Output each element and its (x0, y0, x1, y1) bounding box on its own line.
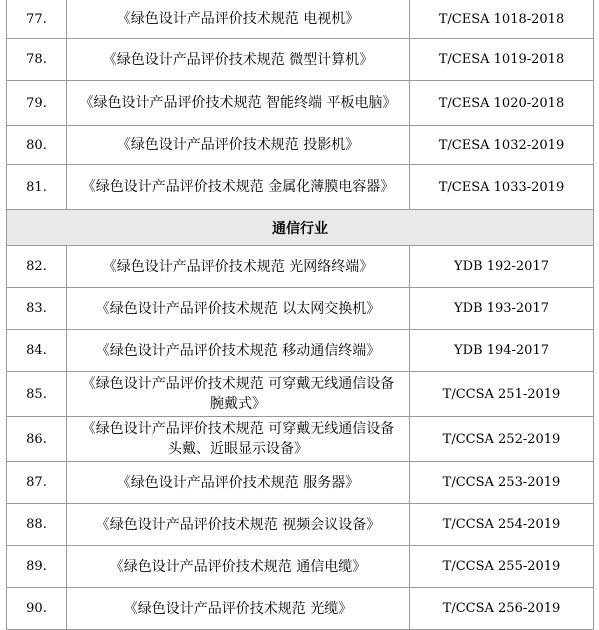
row-number: 82. (7, 246, 67, 288)
table-row (7, 246, 594, 288)
table-row (7, 417, 594, 462)
table-row (7, 165, 594, 210)
standard-code: T/CESA 1019-2018 (410, 39, 594, 81)
row-number: 78. (7, 39, 67, 81)
standard-code: T/CESA 1020-2018 (410, 81, 594, 126)
row-number: 85. (7, 372, 67, 417)
standard-name: 《绿色设计产品评价技术规范 金属化薄膜电容器》 (67, 165, 410, 210)
standard-code: T/CESA 1032-2019 (410, 126, 594, 165)
standard-code: YDB 194-2017 (410, 330, 594, 372)
standard-code: T/CESA 1033-2019 (410, 165, 594, 210)
standard-name: 《绿色设计产品评价技术规范 微型计算机》 (67, 39, 410, 81)
standard-name: 《绿色设计产品评价技术规范 智能终端 平板电脑》 (67, 81, 410, 126)
row-number: 80. (7, 126, 67, 165)
row-number: 84. (7, 330, 67, 372)
standard-name: 《绿色设计产品评价技术规范 可穿戴无线通信设备 头戴、近眼显示设备》 (67, 417, 410, 462)
row-number: 87. (7, 462, 67, 504)
standard-code: T/CCSA 251-2019 (410, 372, 594, 417)
standard-name: 《绿色设计产品评价技术规范 以太网交换机》 (67, 288, 410, 330)
table-row (7, 372, 594, 417)
table-row (7, 81, 594, 126)
row-number: 90. (7, 588, 67, 630)
table-row (7, 462, 594, 504)
standard-name: 《绿色设计产品评价技术规范 可穿戴无线通信设备 腕戴式》 (67, 372, 410, 417)
standard-name: 《绿色设计产品评价技术规范 视频会议设备》 (67, 504, 410, 546)
table-row (7, 588, 594, 630)
row-number: 77. (7, 0, 67, 39)
standard-name: 《绿色设计产品评价技术规范 服务器》 (67, 462, 410, 504)
standards-table (6, 0, 594, 630)
row-number: 83. (7, 288, 67, 330)
standard-name: 《绿色设计产品评价技术规范 投影机》 (67, 126, 410, 165)
table-row (7, 546, 594, 588)
table-row (7, 126, 594, 165)
standard-name: 《绿色设计产品评价技术规范 通信电缆》 (67, 546, 410, 588)
section-header-row (7, 210, 594, 246)
standard-name: 《绿色设计产品评价技术规范 光网络终端》 (67, 246, 410, 288)
row-number: 81. (7, 165, 67, 210)
standard-code: T/CCSA 253-2019 (410, 462, 594, 504)
table-row (7, 39, 594, 81)
standard-code: T/CCSA 254-2019 (410, 504, 594, 546)
table-row (7, 0, 594, 39)
section-title: 通信行业 (7, 210, 594, 246)
row-number: 89. (7, 546, 67, 588)
standard-name: 《绿色设计产品评价技术规范 电视机》 (67, 0, 410, 39)
standard-code: T/CCSA 255-2019 (410, 546, 594, 588)
standard-name: 《绿色设计产品评价技术规范 移动通信终端》 (67, 330, 410, 372)
row-number: 88. (7, 504, 67, 546)
standard-code: YDB 193-2017 (410, 288, 594, 330)
standard-code: T/CCSA 256-2019 (410, 588, 594, 630)
table-row (7, 330, 594, 372)
standard-name: 《绿色设计产品评价技术规范 光缆》 (67, 588, 410, 630)
standard-code: T/CCSA 252-2019 (410, 417, 594, 462)
standard-code: T/CESA 1018-2018 (410, 0, 594, 39)
standard-code: YDB 192-2017 (410, 246, 594, 288)
row-number: 86. (7, 417, 67, 462)
table-row (7, 504, 594, 546)
table-row (7, 288, 594, 330)
row-number: 79. (7, 81, 67, 126)
